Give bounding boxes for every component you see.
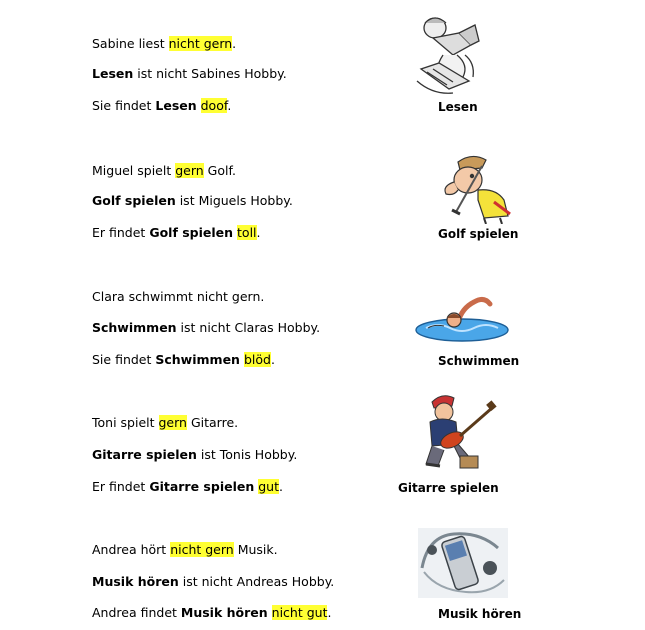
caption-golf-spielen: Golf spielen (438, 227, 519, 241)
sentence-text: Sie findet (92, 352, 156, 367)
sentence-text: ist nicht Claras Hobby. (176, 320, 321, 335)
sentence-5-2 (92, 573, 334, 591)
sentence-4-2 (92, 446, 297, 464)
bold-word: Gitarre spielen (92, 447, 197, 462)
highlighted-word: toll (237, 225, 257, 240)
sentence-text: Musik. (233, 542, 278, 557)
bold-word: Gitarre spielen (149, 479, 255, 494)
sentence-2-2 (92, 192, 293, 210)
sentence-text: . (227, 98, 232, 113)
sentence-2-3 (92, 224, 261, 242)
sentence-text: Gitarre. (186, 415, 239, 430)
sentence-text: ist nicht Andreas Hobby. (178, 574, 335, 589)
phone-headphones-icon (418, 528, 508, 598)
caption-schwimmen: Schwimmen (438, 354, 520, 368)
sentence-3-2 (92, 319, 320, 337)
reading-person-icon (413, 15, 483, 97)
sentence-text: . (279, 479, 283, 494)
sentence-text: Er findet (92, 479, 150, 494)
sentence-text: Toni spielt (92, 415, 159, 430)
sentence-text: Miguel spielt (92, 163, 176, 178)
highlighted-word: nicht gern (168, 36, 233, 51)
highlighted-word: gut (258, 479, 279, 494)
highlighted-word: nicht gern (170, 542, 234, 557)
sentence-text: . (327, 605, 332, 620)
sentence-text: Andrea findet (92, 605, 181, 620)
bold-word: Golf spielen (149, 225, 234, 240)
caption-lesen: Lesen (438, 100, 478, 114)
sentence-text: Sie findet (92, 98, 156, 113)
sentence-text: ist Miguels Hobby. (175, 193, 293, 208)
bold-word: Schwimmen (155, 352, 240, 367)
sentence-2-1 (92, 162, 236, 180)
sentence-text: Er findet (92, 225, 150, 240)
caption-musik-horen: Musik hören (438, 607, 522, 621)
bold-word: Lesen (155, 98, 197, 113)
sentence-1-3 (92, 97, 231, 115)
sentence-text: Sabine liest (92, 36, 169, 51)
sentence-1-1 (92, 35, 236, 53)
bold-word: Golf spielen (92, 193, 176, 208)
highlighted-word: nicht gut (271, 605, 328, 620)
swimmer-icon (414, 288, 510, 344)
golfer-icon (438, 154, 518, 224)
sentence-text: ist nicht Sabines Hobby. (133, 66, 287, 81)
sentence-5-1 (92, 541, 278, 559)
sentence-4-1 (92, 414, 238, 432)
sentence-1-2 (92, 65, 287, 83)
highlighted-word: gern (158, 415, 187, 430)
highlighted-word: blöd (243, 352, 271, 367)
sentence-text: . (232, 36, 237, 51)
bold-word: Lesen (92, 66, 134, 81)
sentence-text: ist Tonis Hobby. (196, 447, 298, 462)
sentence-text: Golf. (203, 163, 236, 178)
sentence-text: Andrea hört (92, 542, 171, 557)
sentence-3-3 (92, 351, 275, 369)
sentence-text: . (256, 225, 261, 240)
bold-word: Musik hören (180, 605, 268, 620)
sentence-text: Clara schwimmt nicht gern. (92, 289, 265, 304)
sentence-3-1 (92, 288, 264, 306)
highlighted-word: gern (175, 163, 204, 178)
sentence-5-3 (92, 604, 331, 622)
bold-word: Musik hören (92, 574, 179, 589)
guitarist-icon (418, 392, 498, 470)
caption-gitarre-spielen: Gitarre spielen (398, 481, 499, 495)
sentence-4-3 (92, 478, 283, 496)
highlighted-word: doof (200, 98, 228, 113)
bold-word: Schwimmen (92, 320, 177, 335)
sentence-text: . (270, 352, 275, 367)
